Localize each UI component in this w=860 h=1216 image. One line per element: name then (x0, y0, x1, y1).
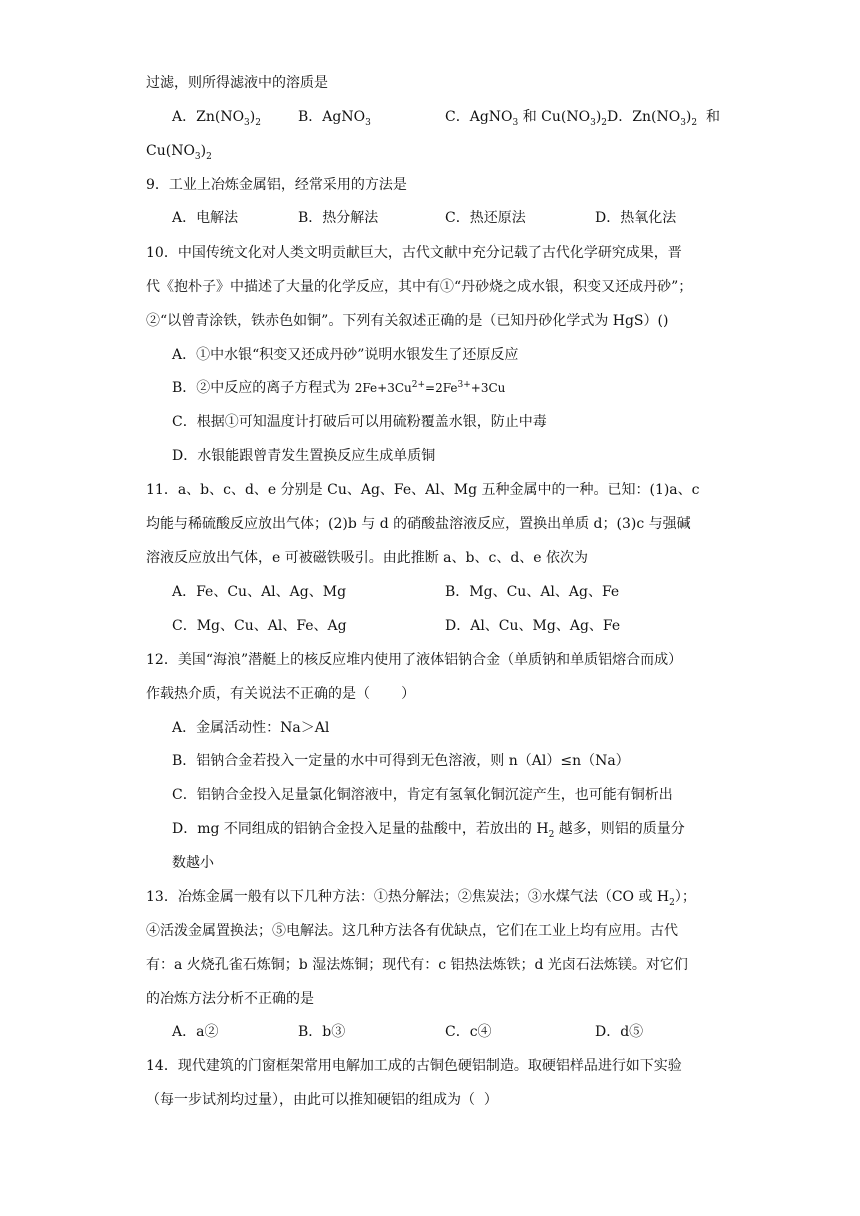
q13-option-c: C．c④ (445, 1024, 492, 1040)
q12-option-a: A．金属活动性：Na＞Al (172, 720, 330, 736)
q12-stem-line-1: 12．美国“海浪”潜艇上的核反应堆内使用了液体铝钠合金（单质钠和单质铝熔合而成） (146, 652, 683, 668)
q10-option-c: C．根据①可知温度计打破后可以用硫粉覆盖水银，防止中毒 (172, 414, 547, 430)
q13-stem-line-2: ④活泼金属置换法；⑤电解法。这几种方法各有优缺点，它们在工业上均有应用。古代 (146, 923, 678, 939)
q10-option-d: D．水银能跟曾青发生置换反应生成单质铜 (172, 448, 436, 464)
q9-option-c: C．热还原法 (445, 210, 526, 226)
q13-option-a: A．a② (172, 1024, 219, 1040)
q10-option-a: A．①中水银“积变又还成丹砂”说明水银发生了还原反应 (172, 347, 519, 363)
q13-option-d: D．d⑤ (595, 1024, 644, 1040)
q10-stem-line-2: 代《抱朴子》中描述了大量的化学反应，其中有①“丹砂烧之成水银，积变又还成丹砂”； (146, 279, 693, 295)
q11-stem-line-3: 溶液反应放出气体，e 可被磁铁吸引。由此推断 a、b、c、d、e 依次为 (146, 550, 589, 566)
q8-option-c-d: C．AgNO$_3$ 和 $Cu(NO_3)_2D$．$Zn(NO_3)_2$ 和 (445, 109, 721, 128)
q11-option-b: B．Mg、Cu、Al、Ag、Fe (445, 584, 620, 600)
q8-stem-tail: 过滤，则所得滤液中的溶质是 (146, 75, 328, 91)
q8-option-b: B．AgNO$_3$ (298, 109, 371, 128)
q11-stem-line-1: 11．a、b、c、d、e 分别是 Cu、Ag、Fe、Al、Mg 五种金属中的一种。已知：(1)a、c (146, 482, 700, 498)
q12-stem-line-2: 作载热介质，有关说法不正确的是（ ） (146, 686, 416, 702)
q9-option-d: D．热氧化法 (595, 210, 677, 226)
q8-option-d-cont: $Cu(NO_3)_2$ (146, 143, 212, 162)
q8-option-a: A．$Zn(NO_3)_2$ (172, 109, 261, 128)
q12-option-d-cont: 数越小 (172, 855, 214, 871)
q11-option-a: A．Fe、Cu、Al、Ag、Mg (172, 584, 347, 600)
q10-option-b: B．②中反应的离子方程式为 $2Fe+3Cu^{2+}=2Fe^{3+}+3Cu$ (172, 380, 506, 396)
q14-stem-line-1: 14．现代建筑的门窗框架常用电解加工成的古铜色硬铝制造。取硬铝样品进行如下实验 (146, 1058, 682, 1074)
q14-stem-line-2: （每一步试剂均过量），由此可以推知硬铝的组成为（ ） (146, 1092, 498, 1108)
q12-option-b: B．铝钠合金若投入一定量的水中可得到无色溶液，则 n（Al）≤n（Na） (172, 753, 630, 769)
q9-option-a: A．电解法 (172, 210, 239, 226)
q9-stem: 9．工业上冶炼金属铝，经常采用的方法是 (146, 177, 407, 193)
q12-option-c: C．铝钠合金投入足量氯化铜溶液中，肯定有氢氧化铜沉淀产生，也可能有铜析出 (172, 787, 673, 803)
q10-stem-line-3: ②“以曾青涂铁，铁赤色如铜”。下列有关叙述正确的是（已知丹砂化学式为 HgS）() (146, 313, 669, 329)
q13-stem-line-4: 的冶炼方法分析不正确的是 (146, 991, 314, 1007)
q12-option-d: D．mg 不同组成的铝钠合金投入足量的盐酸中，若放出的 $H_2$ 越多，则铝的质量分 (172, 821, 685, 840)
q13-stem-line-1: 13．冶炼金属一般有以下几种方法：①热分解法；②焦炭法；③水煤气法（CO 或 $H_2$）； (146, 889, 696, 908)
q13-stem-line-3: 有：a 火烧孔雀石炼铜；b 湿法炼铜；现代有：c 铝热法炼铁；d 光卤石法炼镁。对它们 (146, 957, 688, 973)
q13-option-b: B．b③ (298, 1024, 346, 1040)
q11-stem-line-2: 均能与稀硫酸反应放出气体；(2)b 与 d 的硝酸盐溶液反应，置换出单质 d；(3)c 与强碱 (146, 516, 691, 532)
q11-option-c: C．Mg、Cu、Al、Fe、Ag (172, 618, 347, 634)
q11-option-d: D．Al、Cu、Mg、Ag、Fe (445, 618, 621, 634)
q10-stem-line-1: 10．中国传统文化对人类文明贡献巨大，古代文献中充分记载了古代化学研究成果，晋 (146, 245, 682, 261)
q9-option-b: B．热分解法 (298, 210, 379, 226)
